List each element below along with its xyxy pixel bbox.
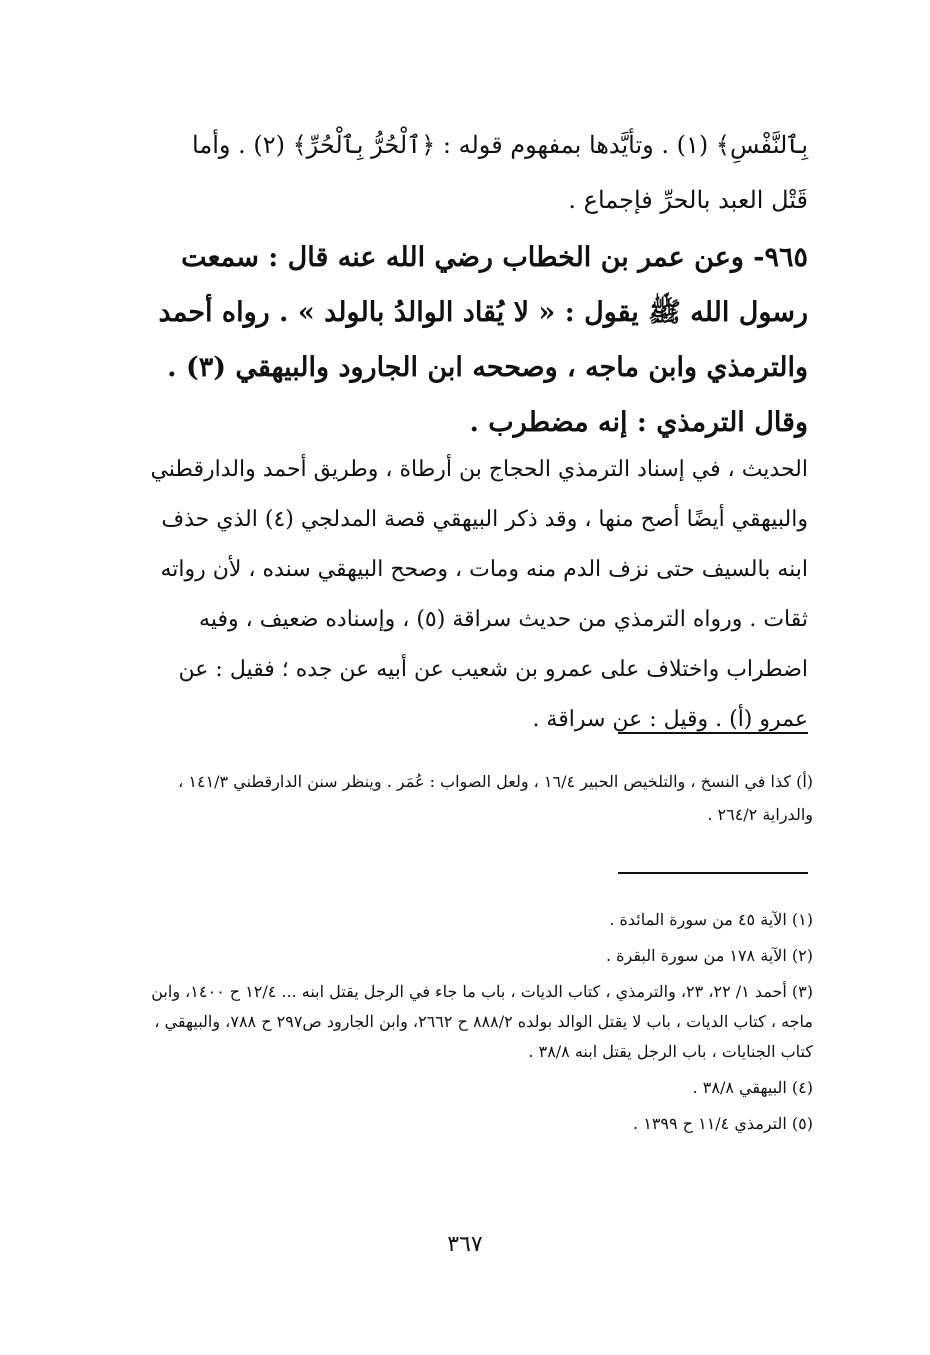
editor-note: (أ) كذا في النسخ ، والتلخيص الحبير ١٦/٤ ، ولعل الصواب : عُمَر . وينظر سنن الدارقطني ١٤١/٣ ، والدراية ٢٦٤/٢ . bbox=[178, 772, 813, 824]
commentary-text: الحديث ، في إسناد الترمذي الحجاج بن أرطاة ، وطريق أحمد والدارقطني والبيهقي أيضًا أصح منها ، وقد ذكر البيهقي قصة المدلجي (٤) الذي حذف ابنه بالسيف حتى نزف الدم منه ومات ، وصحح البيهقي سنده ، لأن رواته ثقات . ورواه الترمذي من حديث سراقة (٥) ، وإسناده ضعيف ، وفيه اضطراب واختلاف على عمرو بن شعيب عن أبيه عن جده ؛ فقيل : عن عمرو (أ) . وقيل : عن سراقة . bbox=[150, 457, 808, 732]
footnote-4: (٤) البيهقي ٣٨/٨ . bbox=[692, 1078, 813, 1097]
hadith-text: ٩٦٥- وعن عمر بن الخطاب رضي الله عنه قال : سمعت رسول الله ﷺ يقول : « لا يُقاد الوالدُ بالولد » . رواه أحمد والترمذي وابن ماجه ، وصححه ابن الجارود والبيهقي (٣) . وقال الترمذي : إنه مضطرب . bbox=[158, 242, 808, 438]
paragraph-continuation: بِٱلنَّفْسِ﴾ (١) . وتأيَّدها بمفهوم قوله : ﴿ٱلْحُرُّ بِٱلْحُرِّ﴾ (٢) . وأما قَتْل العبد بالحرِّ فإجماع . bbox=[192, 131, 808, 214]
footnotes bbox=[148, 905, 813, 1145]
footnote-1: (١) الآية ٤٥ من سورة المائدة . bbox=[609, 910, 813, 929]
footnote-5: (٥) الترمذي ١١/٤ ح ١٣٩٩ . bbox=[633, 1114, 813, 1133]
page-number: ٣٦٧ bbox=[447, 1232, 483, 1257]
footnote-2: (٢) الآية ١٧٨ من سورة البقرة . bbox=[605, 946, 813, 965]
footnote-3: (٣) أحمد ١/ ٢٢، ٢٣، والترمذي ، كتاب الديات ، باب ما جاء في الرجل يقتل ابنه ... ١٢/٤ ح ١٤٠٠، وابن ماجه ، كتاب الديات ، باب لا يقتل الوالد بولده ٨٨٨/٢ ح ٢٦٦٢، وابن الجارود ص٢٩٧ ح ٧٨٨، والبيهقي ، كتاب الجنايات ، باب الرجل يقتل ابنه ٣٨/٨ . bbox=[151, 982, 813, 1061]
footnote-divider bbox=[618, 732, 808, 734]
footnote-divider bbox=[618, 872, 808, 874]
